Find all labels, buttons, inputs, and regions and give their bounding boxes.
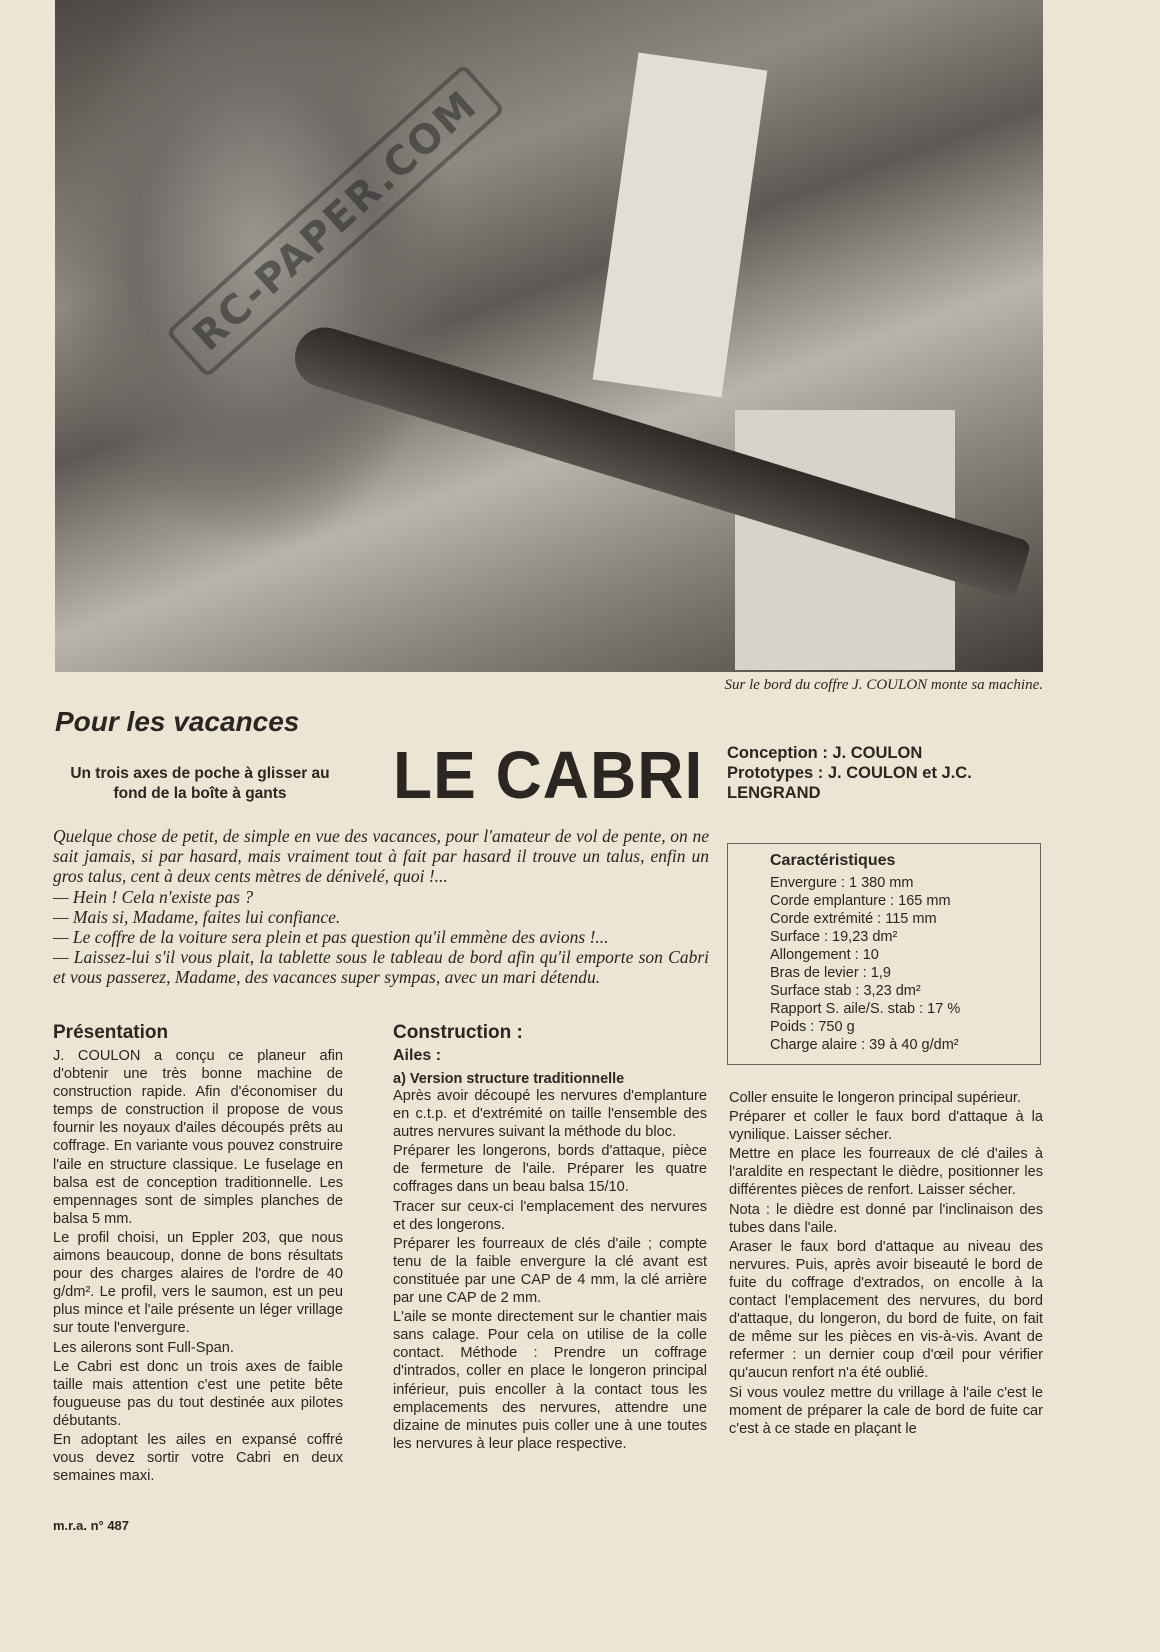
body-paragraph: En adoptant les ailes en expansé coffré vous devez sortir votre Cabri en deux semaines maxi. [53, 1431, 343, 1485]
spec-item: Envergure : 1 380 mm [770, 875, 914, 891]
specifications-box [727, 843, 1041, 1065]
intro-paragraph: — Le coffre de la voiture sera plein et pas question qu'il emmène des avions !... [53, 927, 609, 948]
spec-item: Corde extrémité : 115 mm [770, 911, 937, 927]
spec-item: Bras de levier : 1,9 [770, 965, 891, 981]
kicker: Pour les vacances [55, 706, 300, 737]
body-paragraph: Le Cabri est donc un trois axes de faible taille mais attention c'est une petite bête fougueuse pas du tout destinée aux pilotes débutants. [53, 1358, 343, 1429]
body-paragraph: Préparer les longerons, bords d'attaque, pièce de fermeture de l'aile. Préparer les quatre coffrages dans un beau balsa 15/10. [393, 1143, 707, 1196]
section-heading-construction: Construction : [393, 1022, 523, 1043]
issue-footer: m.r.a. n° 487 [53, 1518, 130, 1533]
body-paragraph: Mettre en place les fourreaux de clé d'ailes à l'araldite en respectant le dièdre, positionner les différentes pièces de renfort. Laisser sécher. [729, 1146, 1043, 1199]
body-paragraph: L'aile se monte directement sur le chantier mais sans calage. Pour cela on utilise de la colle contact. Méthode : Prendre un coffrage d'intrados, coller en place le longeron principal inférieur, puis encoller à la contact tous les emplacements des nervures, attendre une dizaine de minutes puis coller une à une toutes les nervures à leur place respective. [393, 1309, 707, 1452]
intro-paragraph: Quelque chose de petit, de simple en vue des vacances, pour l'amateur de vol de pente, on ne sait jamais, si par hasard, mais vraiment tout à fait par hasard il trouve un talus, enfin un gros talus, cent à deux cents mètres de dénivelé, quoi !... [53, 826, 709, 887]
body-paragraph: Après avoir découpé les nervures d'emplanture en c.t.p. et d'extrémité on taille l'ensemble des autres nervures suivant la méthode du bloc. [393, 1088, 707, 1141]
body-paragraph: Tracer sur ceux-ci l'emplacement des nervures et des longerons. [393, 1198, 707, 1233]
spec-item: Rapport S. aile/S. stab : 17 % [770, 1001, 961, 1017]
intro [53, 826, 709, 988]
article-title: LE CABRI [393, 737, 704, 813]
spec-item: Charge alaire : 39 à 40 g/dm² [770, 1037, 959, 1053]
subtitle: Un trois axes de poche à glisser au fond de la boîte à gants [70, 765, 330, 802]
column-continued [729, 1089, 1043, 1438]
spec-item: Surface stab : 3,23 dm² [770, 983, 921, 999]
intro-paragraph: — Laissez-lui s'il vous plait, la tablette sous le tableau de bord afin qu'il emporte son Cabri et vous passerez, Madame, des vacances super sympas, avec un mari détendu. [53, 947, 709, 988]
intro-paragraph: — Hein ! Cela n'existe pas ? [53, 886, 254, 907]
wing-panel [593, 53, 768, 398]
column-presentation [53, 1022, 343, 1485]
body-paragraph: J. COULON a conçu ce planeur afin d'obtenir une très bonne machine de construction rapide. Afin d'économiser du temps de construction il propose de vous fournir les noyaux d'ailes découpés prêts au coffrage. En variante vous pouvez construire l'aile en structure classique. Le fuselage en balsa est de conception traditionnelle. Les empennages sont de simples planches de balsa 5 mm. [53, 1048, 343, 1227]
body-paragraph: Préparer et coller le faux bord d'attaque à la vynilique. Laisser sécher. [729, 1109, 1043, 1144]
intro-paragraph: — Mais si, Madame, faites lui confiance. [53, 906, 341, 927]
section-heading-presentation: Présentation [53, 1022, 169, 1043]
credits [727, 743, 1057, 803]
body-paragraph: Préparer les fourreaux de clés d'aile ; compte tenu de la faible envergure la clé avant est constituée par une CAP de 4 mm, la clé arrière par une CAP de 2 mm. [393, 1235, 707, 1307]
article-photo [55, 0, 1043, 672]
column-construction [393, 1022, 707, 1453]
credit-conception: Conception : J. COULON [727, 744, 923, 762]
spec-item: Poids : 750 g [770, 1019, 855, 1035]
spec-item: Corde emplanture : 165 mm [770, 893, 951, 909]
body-paragraph: Araser le faux bord d'attaque au niveau des nervures. Puis, après avoir biseauté le bord de fuite du coffrage d'extrados, on encolle à la contact l'emplacement des nervures, du bord d'attaque, du longeron, du bord de fuite, on fait de même sur les pièces en vis-à-vis. Avant de refermer : un dernier coup d'œil pour vérifier qu'aucun renfort n'a été oublié. [729, 1238, 1043, 1382]
subheading-version: a) Version structure traditionnelle [393, 1071, 625, 1087]
photo-caption: Sur le bord du coffre J. COULON monte sa machine. [724, 677, 1043, 693]
specifications-title: Caractéristiques [770, 852, 896, 869]
spec-item: Allongement : 10 [770, 947, 879, 963]
credit-prototypes: Prototypes : J. COULON et J.C. LENGRAND [727, 764, 972, 802]
watermark-logo: RC-PAPER.COM [166, 64, 505, 378]
body-paragraph: Les ailerons sont Full-Span. [53, 1339, 234, 1356]
body-paragraph: Coller ensuite le longeron principal supérieur. [729, 1090, 1022, 1106]
body-paragraph: Si vous voulez mettre du vrillage à l'aile c'est le moment de préparer la cale de bord de fuite car c'est à ce stade en plaçant le [729, 1384, 1043, 1437]
body-paragraph: Nota : le dièdre est donné par l'inclinaison des tubes dans l'aile. [729, 1201, 1043, 1236]
subheading-ailes: Ailes : [393, 1047, 442, 1064]
body-paragraph: Le profil choisi, un Eppler 203, que nous aimons beaucoup, donne de bons résultats pour des charges alaires de l'ordre de 40 g/dm². Le profil, vers le saumon, est un peu plus mince et l'aile présente un léger vrillage sur toute l'envergure. [53, 1229, 343, 1337]
spec-item: Surface : 19,23 dm² [770, 929, 898, 945]
